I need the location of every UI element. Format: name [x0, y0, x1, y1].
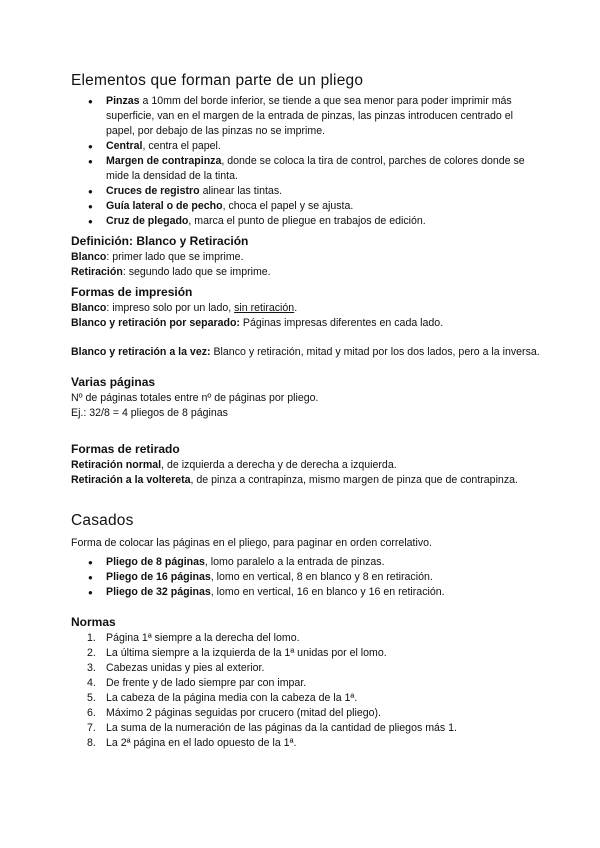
list-item	[106, 199, 541, 214]
item-text: De frente y de lado siempre par con impar.	[106, 677, 307, 689]
text: : impreso solo por un lado,	[106, 302, 235, 314]
list-item	[106, 139, 541, 154]
heading-formas-retirado: Formas de retirado	[71, 442, 180, 456]
item-number: 5.	[87, 692, 96, 704]
label-bold: Blanco y retiración a la vez:	[71, 346, 211, 358]
list-item	[87, 631, 541, 646]
text: : segundo lado que se imprime.	[122, 266, 271, 278]
item-text: , donde se coloca la tira de control, parches de colores donde se mide la densidad de la tinta.	[106, 155, 525, 182]
item-number: 8.	[87, 737, 96, 749]
item-number: 4.	[87, 677, 96, 689]
label-bold: Blanco y retiración por separado:	[71, 317, 240, 329]
list-item	[87, 676, 541, 691]
list-item	[87, 736, 541, 751]
item-text: La última siempre a la izquierda de la 1ª unidas por el lomo.	[106, 647, 387, 659]
retirado-normal	[71, 458, 541, 473]
item-text: , lomo en vertical, 8 en blanco y 8 en retiración.	[210, 571, 433, 583]
text: Páginas impresas diferentes en cada lado.	[239, 317, 444, 329]
item-text: , choca el papel y se ajusta.	[222, 200, 354, 212]
definicion-blanco	[71, 250, 541, 265]
label-bold: Retiración	[71, 266, 123, 278]
item-text: Cabezas unidas y pies al exterior.	[106, 662, 265, 674]
label-bold: Blanco	[71, 251, 107, 263]
item-bold: Cruces de registro	[106, 185, 200, 197]
item-text: La 2ª página en el lado opuesto de la 1ª.	[106, 737, 297, 749]
definicion-retiracion	[71, 265, 541, 280]
item-number: 2.	[87, 647, 96, 659]
list-item	[106, 555, 541, 570]
label-bold: Retiración a la voltereta	[71, 474, 191, 486]
item-text: Máximo 2 páginas seguidas por crucero (mitad del pliego).	[106, 707, 381, 719]
item-text: , centra el papel.	[142, 140, 221, 152]
normas-list	[71, 631, 541, 751]
item-number: 7.	[87, 722, 96, 734]
text: , de izquierda a derecha y de derecha a izquierda.	[161, 459, 397, 471]
text: .	[294, 302, 298, 314]
item-number: 3.	[87, 662, 96, 674]
heading-formas-impresion: Formas de impresión	[71, 285, 193, 299]
item-number: 1.	[87, 632, 96, 644]
heading-normas: Normas	[71, 615, 116, 629]
impresion-blanco	[71, 301, 541, 316]
varias-line2: Ej.: 32/8 = 4 pliegos de 8 páginas	[71, 407, 228, 419]
list-item	[106, 94, 541, 139]
item-text: a 10mm del borde inferior, se tiende a que sea menor para poder imprimir más superficie, van en el margen de la entrada de pinzas, las pinzas introducen centrado el papel, por debajo de las pinzas no se imprime.	[106, 95, 513, 137]
list-item	[87, 691, 541, 706]
heading-casados: Casados	[71, 512, 134, 529]
list-item	[106, 585, 541, 600]
list-item	[106, 570, 541, 585]
varias-line1: Nº de páginas totales entre nº de páginas por pliego.	[71, 392, 319, 404]
underlined-text: sin retiración	[234, 302, 295, 314]
list-item	[87, 646, 541, 661]
list-item	[87, 706, 541, 721]
document-content	[71, 70, 541, 751]
list-item	[106, 214, 541, 229]
item-bold: Pinzas	[106, 95, 140, 107]
list-item	[106, 184, 541, 199]
item-bold: Pliego de 16 páginas	[106, 571, 211, 583]
heading-varias-paginas: Varias páginas	[71, 375, 156, 389]
item-bold: Pliego de 32 páginas	[106, 586, 211, 598]
casados-intro: Forma de colocar las páginas en el pliego, para paginar en orden correlativo.	[71, 537, 432, 549]
item-bold: Cruz de plegado	[106, 215, 189, 227]
list-item	[106, 154, 541, 184]
item-text: , marca el punto de pliegue en trabajos de edición.	[188, 215, 426, 227]
heading-elementos: Elementos que forman parte de un pliego	[71, 72, 364, 89]
item-text: alinear las tintas.	[199, 185, 283, 197]
item-bold: Pliego de 8 páginas	[106, 556, 205, 568]
impresion-vez	[71, 345, 541, 360]
heading-definicion: Definición: Blanco y Retiración	[71, 234, 249, 248]
list-item	[87, 661, 541, 676]
elementos-list	[71, 94, 541, 229]
casados-list	[71, 555, 541, 600]
item-number: 6.	[87, 707, 96, 719]
retirado-voltereta	[71, 473, 541, 488]
list-item	[87, 721, 541, 736]
item-bold: Central	[106, 140, 143, 152]
item-text: , lomo en vertical, 16 en blanco y 16 en retiración.	[210, 586, 445, 598]
label-bold: Blanco	[71, 302, 107, 314]
item-bold: Guía lateral o de pecho	[106, 200, 223, 212]
item-bold: Margen de contrapinza	[106, 155, 222, 167]
item-text: , lomo paralelo a la entrada de pinzas.	[204, 556, 385, 568]
item-text: La suma de la numeración de las páginas da la cantidad de pliegos más 1.	[106, 722, 457, 734]
impresion-separado	[71, 316, 541, 331]
item-text: Página 1ª siempre a la derecha del lomo.	[106, 632, 300, 644]
label-bold: Retiración normal	[71, 459, 162, 471]
text: , de pinza a contrapinza, mismo margen de pinza que de contrapinza.	[190, 474, 518, 486]
text: : primer lado que se imprime.	[106, 251, 244, 263]
item-text: La cabeza de la página media con la cabeza de la 1ª.	[106, 692, 358, 704]
text: Blanco y retiración, mitad y mitad por los dos lados, pero a la inversa.	[210, 346, 540, 358]
